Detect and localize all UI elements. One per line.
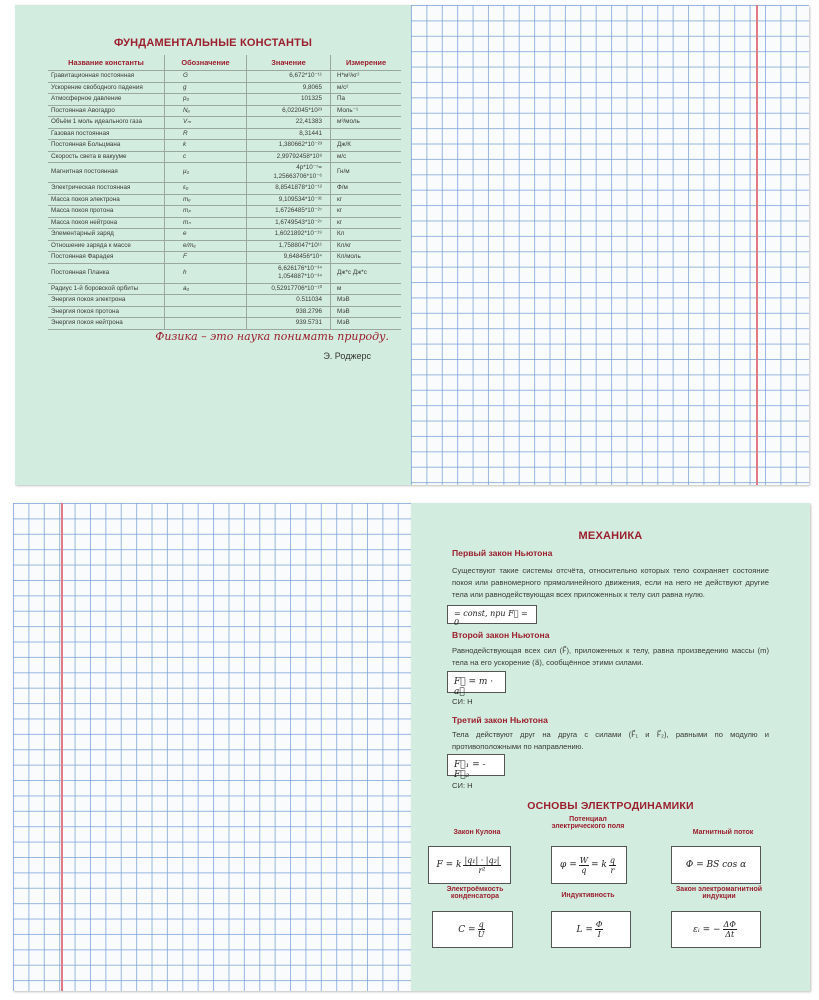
flux-label: Магнитный поток xyxy=(692,829,754,836)
inductance-label: Индуктивность xyxy=(561,892,615,899)
constants-cell-sym: e xyxy=(165,229,247,241)
constants-cell-name: Гравитационная постоянная xyxy=(48,71,165,83)
constants-cell-val: 939.5731 xyxy=(247,318,331,330)
constants-cell-val: 0,52917706*10⁻¹⁰ xyxy=(247,283,331,295)
constants-cell-sym: Nₐ xyxy=(165,105,247,117)
constants-cell-sym: mₑ xyxy=(165,194,247,206)
constants-table-row xyxy=(48,194,401,206)
constants-cell-sym: mₚ xyxy=(165,206,247,218)
constants-cell-sym: p₀ xyxy=(165,94,247,106)
constants-cell-val: 1,7588047*10¹¹ xyxy=(247,240,331,252)
inductance-den: I xyxy=(597,930,601,939)
constants-table xyxy=(48,55,401,330)
constants-table-row xyxy=(48,151,401,163)
mechanics-page xyxy=(411,503,810,991)
constants-cell-name: Постоянная Фарадея xyxy=(48,252,165,264)
constants-table-row xyxy=(48,206,401,218)
constants-cell-name: Энергия покоя нейтрона xyxy=(48,318,165,330)
constants-table-row xyxy=(48,105,401,117)
law3-unit: СИ: Н xyxy=(452,781,473,790)
constants-table-row xyxy=(48,217,401,229)
induction-num: ΔΦ xyxy=(723,920,736,929)
induction-formula xyxy=(671,911,761,948)
constants-table-row xyxy=(48,140,401,152)
constants-table-row xyxy=(48,283,401,295)
mechanics-title: МЕХАНИКА xyxy=(578,530,643,542)
potential-formula xyxy=(551,846,627,884)
inductance-fraction xyxy=(595,920,604,939)
constants-table-row xyxy=(48,94,401,106)
constants-cell-name: Скорость света в вакууме xyxy=(48,151,165,163)
constants-cell-sym: ε₀ xyxy=(165,183,247,195)
constants-table-row xyxy=(48,318,401,330)
margin-line xyxy=(61,503,63,991)
induction-lhs: εᵢ = − xyxy=(693,924,721,935)
constants-cell-name: Масса покоя протона xyxy=(48,206,165,218)
constants-cell-val: 101325 xyxy=(247,94,331,106)
header-value: Значение xyxy=(247,55,331,71)
constants-cell-unit: Па xyxy=(331,94,402,106)
constants-cell-unit xyxy=(331,128,402,140)
constants-cell-sym: F xyxy=(165,252,247,264)
constants-cell-unit: м³/моль xyxy=(331,117,402,129)
constants-cell-unit: МэВ xyxy=(331,295,402,307)
constants-cell-val: 938.2796 xyxy=(247,306,331,318)
constants-table-row xyxy=(48,240,401,252)
constants-cell-sym: Vₘ xyxy=(165,117,247,129)
capacitance-label: Электроёмкость конденсатора xyxy=(446,886,504,900)
law2-unit: СИ: Н xyxy=(452,697,473,706)
induction-label: Закон электромагнитной индукции xyxy=(675,886,763,900)
constants-cell-unit: Ф/м xyxy=(331,183,402,195)
constants-title: ФУНДАМЕНТАЛЬНЫЕ КОНСТАНТЫ xyxy=(113,37,313,49)
flux-formula: Φ = BS cos α xyxy=(671,846,761,884)
constants-cell-name: Отношение заряда к массе xyxy=(48,240,165,252)
constants-cell-val: 1,6749543*10⁻²⁷ xyxy=(247,217,331,229)
constants-cell-name: Элементарный заряд xyxy=(48,229,165,241)
constants-cell-val: 4р*10⁻⁷= 1,25663706*10⁻⁶ xyxy=(247,163,331,183)
capacitance-den: U xyxy=(477,930,485,939)
constants-cell-name: Магнитная постоянная xyxy=(48,163,165,183)
inductance-formula xyxy=(551,911,631,948)
constants-cell-unit: м/с xyxy=(331,151,402,163)
constants-cell-name: Ускорение свободного падения xyxy=(48,82,165,94)
law1-formula-part-a: = const, при xyxy=(454,609,509,618)
constants-table-row xyxy=(48,82,401,94)
constants-cell-sym xyxy=(165,295,247,307)
constants-cell-name: Радиус 1-й боровской орбиты xyxy=(48,283,165,295)
law1-title: Первый закон Ньютона xyxy=(452,548,553,558)
electro-title: ОСНОВЫ ЭЛЕКТРОДИНАМИКИ xyxy=(527,800,694,812)
capacitance-lhs: C = xyxy=(458,924,476,935)
header-name: Название константы xyxy=(48,55,165,71)
constants-cell-val: 1,380662*10⁻²³ xyxy=(247,140,331,152)
law3-text: Тела действуют друг на друга с силами (F⃗₁ и F⃗₂), равными по модулю и противоположными по направлению. xyxy=(452,730,769,751)
coulomb-formula xyxy=(428,846,511,884)
law3-title: Третий закон Ньютона xyxy=(452,715,548,725)
constants-cell-name: Постоянная Планка xyxy=(48,263,165,283)
inductance-lhs: L = xyxy=(576,924,593,935)
constants-cell-sym xyxy=(165,318,247,330)
grid-page-bottom-left xyxy=(13,503,411,991)
constants-cell-val: 9,109534*10⁻³¹ xyxy=(247,194,331,206)
constants-cell-val: 8,31441 xyxy=(247,128,331,140)
constants-cell-unit: м/с² xyxy=(331,82,402,94)
constants-cell-val: 6,672*10⁻¹¹ xyxy=(247,71,331,83)
constants-cell-val: 0.511034 xyxy=(247,295,331,307)
capacitance-fraction xyxy=(478,920,485,939)
capacitance-formula xyxy=(432,911,513,948)
law3-formula: F⃗₁ = -F⃗₂ xyxy=(447,754,505,776)
constants-cell-name: Постоянная Больцмана xyxy=(48,140,165,152)
constants-cell-val: 8,8541878*10⁻¹² xyxy=(247,183,331,195)
law1-formula xyxy=(447,605,537,627)
constants-cell-val: 6,626176*10⁻³⁴ 1,054887*10⁻³⁴ xyxy=(247,263,331,283)
coulomb-num: |q₁| · |q₂| xyxy=(464,855,500,865)
constants-cell-val: 2,99792458*10⁸ xyxy=(247,151,331,163)
potential-num: W xyxy=(579,855,588,865)
law1-formula-part-b: F⃗ = 0 xyxy=(454,609,528,627)
constants-cell-name: Электрическая постоянная xyxy=(48,183,165,195)
constants-cell-unit: Кл/кг xyxy=(331,240,402,252)
constants-cell-val: 9,8065 xyxy=(247,82,331,94)
constants-table-row xyxy=(48,117,401,129)
constants-table-row xyxy=(48,183,401,195)
constants-cell-unit: кг xyxy=(331,217,402,229)
constants-cell-name: Энергия покоя электрона xyxy=(48,295,165,307)
potential-den: q xyxy=(581,865,587,875)
potential-den2: r xyxy=(610,865,615,875)
induction-den: Δt xyxy=(725,930,735,939)
constants-table-row xyxy=(48,229,401,241)
constants-cell-name: Атмосферное давление xyxy=(48,94,165,106)
header-symbol: Обозначение xyxy=(165,55,247,71)
induction-fraction xyxy=(723,920,737,939)
constants-table-row xyxy=(48,71,401,83)
constants-cell-val: 1,6021892*10⁻¹⁹ xyxy=(247,229,331,241)
potential-lhs: φ = xyxy=(560,860,577,870)
constants-cell-name: Объём 1 моль идеального газа xyxy=(48,117,165,129)
constants-cell-sym: a₀ xyxy=(165,283,247,295)
margin-line xyxy=(756,5,758,485)
constants-page xyxy=(15,5,411,485)
constants-cell-unit: кг xyxy=(331,194,402,206)
coulomb-fraction xyxy=(463,856,500,875)
constants-cell-unit: Гн/м xyxy=(331,163,402,183)
constants-cell-sym xyxy=(165,306,247,318)
constants-cell-val: 9,648456*10⁴ xyxy=(247,252,331,264)
coulomb-label: Закон Кулона xyxy=(453,829,501,836)
potential-label: Потенциал электрического поля xyxy=(551,816,625,830)
constants-table-row xyxy=(48,163,401,183)
inductance-num: Φ xyxy=(595,920,603,929)
constants-cell-name: Постоянная Авогадро xyxy=(48,105,165,117)
constants-cell-unit: Н*м²/кг² xyxy=(331,71,402,83)
potential-fraction-1 xyxy=(579,856,589,875)
constants-cell-unit: Моль⁻¹ xyxy=(331,105,402,117)
constants-cell-val: 1,6726485*10⁻²⁷ xyxy=(247,206,331,218)
coulomb-lhs: F = k xyxy=(436,860,462,870)
constants-table-row xyxy=(48,295,401,307)
constants-cell-unit: Кл/моль xyxy=(331,252,402,264)
constants-cell-sym: h xyxy=(165,263,247,283)
header-unit: Измерение xyxy=(331,55,402,71)
law1-text: Существуют такие системы отсчёта, относительно которых тело сохраняет состояние покоя или равномерного прямолинейного движения, если на него не действуют другие тела или равнодействующая всех приложенных к телу сил равна нулю. xyxy=(452,566,769,599)
quote: Физика – это наука понимать природу. xyxy=(155,330,389,343)
law2-formula: F⃗ = m · a⃗ xyxy=(447,671,506,693)
law2-title: Второй закон Ньютона xyxy=(452,630,550,640)
constants-cell-unit: МэВ xyxy=(331,306,402,318)
constants-cell-name: Масса покоя электрона xyxy=(48,194,165,206)
constants-cell-unit: Дж*с Дж*с xyxy=(331,263,402,283)
constants-cell-sym: μ₀ xyxy=(165,163,247,183)
constants-cell-val: 6,022045*10²³ xyxy=(247,105,331,117)
coulomb-den: r² xyxy=(478,865,486,875)
potential-fraction-2 xyxy=(609,856,616,875)
constants-cell-name: Газовая постоянная xyxy=(48,128,165,140)
constants-cell-sym: c xyxy=(165,151,247,163)
constants-cell-sym: mₙ xyxy=(165,217,247,229)
constants-cell-unit: МэВ xyxy=(331,318,402,330)
constants-cell-unit: Кл xyxy=(331,229,402,241)
constants-cell-sym: G xyxy=(165,71,247,83)
law2-text: Равнодействующая всех сил (F⃗), приложенных к телу, равна произведению массы (m) тела на его ускорение (a⃗), сообщённое этими силами. xyxy=(452,646,769,667)
constants-table-row xyxy=(48,252,401,264)
grid-page-top-right xyxy=(411,5,809,485)
potential-num2: q xyxy=(609,855,615,865)
constants-cell-unit: Дж/К xyxy=(331,140,402,152)
constants-cell-unit: м xyxy=(331,283,402,295)
constants-cell-sym: g xyxy=(165,82,247,94)
constants-cell-sym: k xyxy=(165,140,247,152)
constants-cell-name: Энергия покоя протона xyxy=(48,306,165,318)
constants-cell-name: Масса покоя нейтрона xyxy=(48,217,165,229)
constants-table-row xyxy=(48,306,401,318)
capacitance-num: q xyxy=(478,920,484,929)
quote-author: Э. Роджерс xyxy=(323,351,371,361)
constants-cell-val: 22,41383 xyxy=(247,117,331,129)
constants-cell-unit: кг xyxy=(331,206,402,218)
potential-rest: = k xyxy=(590,860,607,870)
constants-table-row xyxy=(48,263,401,283)
constants-table-row xyxy=(48,128,401,140)
constants-cell-sym: e/mₑ xyxy=(165,240,247,252)
constants-cell-sym: R xyxy=(165,128,247,140)
constants-header-row xyxy=(48,55,401,71)
